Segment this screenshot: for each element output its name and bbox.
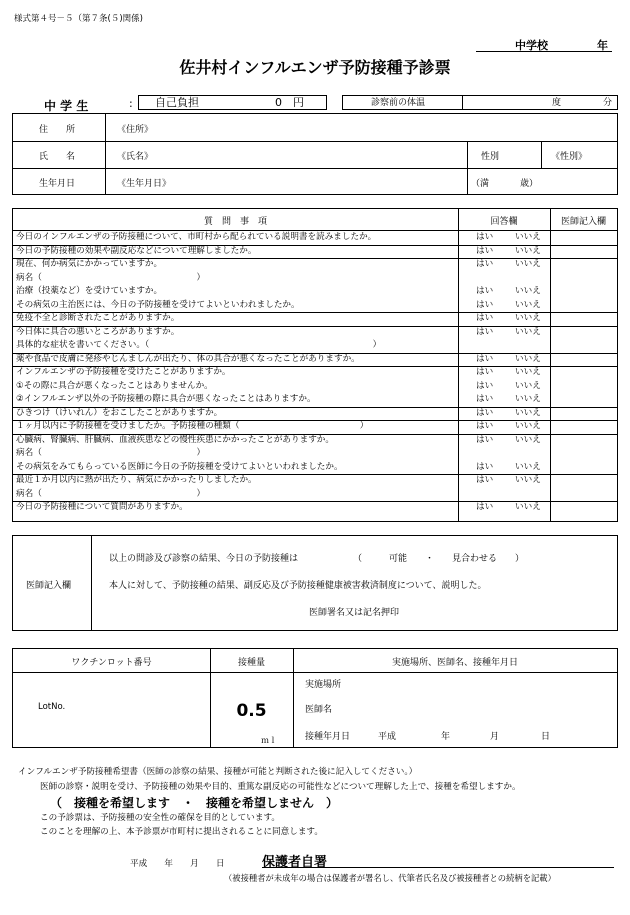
consent-question: 医師の診察・説明を受け、予防接種の効果や目的、重篤な副反応の可能性などについて理解した上で、接種を希望しますか。 (40, 782, 521, 792)
answer-no[interactable]: いいえ (515, 380, 541, 391)
question-text: 治療（投薬など）を受けていますか。 (16, 286, 163, 296)
address-value: 《住所》 (117, 125, 154, 135)
question-text: １ヶ月以内に予防接種を受けましたか。予防接種の種類（ ） (16, 421, 369, 431)
answer-yes[interactable]: はい (476, 353, 494, 364)
answer-yes[interactable]: はい (476, 434, 494, 445)
answer-no[interactable]: いいえ (515, 299, 541, 310)
answer-yes[interactable]: はい (476, 380, 494, 391)
question-text: 心臓病、腎臓病、肝臓病、血液疾患などの慢性疾患にかかったことがありますか。 (16, 434, 334, 445)
personal-info-table (12, 113, 618, 195)
doctor-box (12, 535, 618, 631)
question-text: 今日のインフルエンザの予防接種について、市町村から配られている説明書を読みましたか。 (16, 232, 377, 242)
age-open: （満 (471, 179, 490, 189)
vaccine-table (12, 648, 618, 748)
questions-header: 質 問 事 項 (203, 217, 267, 227)
answer-no[interactable]: いいえ (515, 353, 541, 364)
question-text: 今日の予防接種について質問がありますか。 (16, 502, 188, 512)
question-text: ひきつけ（けいれん）をおこしたことがありますか。 (16, 407, 223, 418)
answer-no[interactable]: いいえ (515, 367, 541, 377)
sex-value: 《性別》 (551, 152, 588, 162)
answer-no[interactable]: いいえ (515, 313, 541, 323)
doctor-note-header: 医師記入欄 (560, 217, 606, 227)
lot-number: LotNo. (38, 702, 66, 712)
answer-yes[interactable]: はい (476, 232, 494, 242)
question-text: 病名（ ） (16, 448, 206, 458)
doctor-box-label: 医師記入欄 (26, 581, 72, 591)
signature-note: （被接種者が未成年の場合は保護者が署名し、代筆者氏名及び被接種者との続柄を記載） (224, 873, 556, 883)
consent-choice[interactable]: （ 接種を希望します ・ 接種を希望しません ） (50, 796, 339, 810)
dose-value: 0.5 (236, 701, 267, 721)
dob-value: 《生年月日》 (117, 179, 172, 189)
answer-yes[interactable]: はい (476, 326, 494, 337)
place-label: 実施場所 (305, 680, 342, 690)
question-text: 最近１か月以内に熱が出たり、病気にかかったりしましたか。 (16, 475, 257, 485)
dob-label: 生年月日 (39, 179, 76, 189)
answer-no[interactable]: いいえ (515, 259, 541, 269)
answer-header: 回答欄 (490, 217, 518, 227)
question-text: 今日体に具合の悪いところがありますか。 (16, 326, 180, 337)
dose-header: 接種量 (237, 658, 265, 668)
question-text: ①その際に具合が悪くなったことはありませんか。 (16, 380, 213, 391)
name-label: 氏 名 (39, 152, 76, 162)
answer-no[interactable]: いいえ (515, 461, 541, 472)
doctor-exam-result: 以上の問診及び診察の結果、今日の予防接種は (109, 554, 299, 564)
question-text: 今日の予防接種の効果や副反応などについて理解しましたか。 (16, 245, 257, 256)
question-text: 具体的な症状を書いてください。（ ） (16, 340, 382, 350)
answer-yes[interactable]: はい (476, 394, 494, 404)
form-number: 様式第４号－５（第７条(５)関係) (14, 14, 143, 24)
answer-yes[interactable]: はい (476, 299, 494, 310)
question-text: 薬や食品で皮膚に発疹やじんましんが出たり、体の具合が悪くなったことがありますか。 (16, 353, 360, 364)
address-label: 住 所 (39, 125, 76, 135)
question-text: その病気の主治医には、今日の予防接種を受けてよいといわれましたか。 (16, 299, 300, 310)
date-year: 年 (441, 732, 451, 742)
doctor-explanation: 本人に対して、予防接種の結果、副反応及び予防接種健康被害救済制度について、説明した。 (109, 581, 487, 591)
date-month: 月 (490, 732, 500, 742)
answer-yes[interactable]: はい (476, 475, 494, 485)
question-text: 現在、何か病気にかかっていますか。 (16, 259, 163, 269)
fee-amount: 0 円 (275, 96, 304, 109)
question-text: ②インフルエンザ以外の予防接種の際に具合が悪くなったことはありますか。 (16, 394, 316, 404)
answer-no[interactable]: いいえ (515, 407, 541, 418)
name-value: 《氏名》 (117, 152, 154, 162)
answer-no[interactable]: いいえ (515, 286, 541, 296)
school-label: 中学校 (515, 39, 548, 52)
answer-no[interactable]: いいえ (515, 434, 541, 445)
signature-line[interactable] (262, 867, 614, 868)
signature-date: 平成 年 月 日 (130, 859, 225, 869)
fee-box (138, 95, 327, 110)
grade-label: 年 (597, 39, 608, 52)
lot-header: ワクチンロット番号 (71, 658, 152, 668)
place-header: 実施場所、医師名、接種年月日 (391, 658, 518, 668)
category-label: 中 学 生 (44, 99, 89, 113)
answer-no[interactable]: いいえ (515, 394, 541, 404)
doctor-exam-options: （ 可能 ・ 見合わせる ） (353, 554, 525, 564)
school-underline (476, 51, 612, 52)
date-label: 接種年月日 (305, 732, 351, 742)
answer-yes[interactable]: はい (476, 461, 494, 472)
age-close: 歳） (520, 179, 539, 189)
question-text: その病気をみてもらっている医師に今日の予防接種を受けてよいといわれましたか。 (16, 461, 343, 472)
answer-yes[interactable]: はい (476, 407, 494, 418)
page-title: 佐井村インフルエンザ予防接種予診票 (179, 58, 451, 77)
answer-no[interactable]: いいえ (515, 245, 541, 256)
answer-yes[interactable]: はい (476, 245, 494, 256)
answer-yes[interactable]: はい (476, 313, 494, 323)
consent-agreement: このことを理解の上、本予診票が市町村に提出されることに同意します。 (40, 827, 323, 837)
date-era: 平成 (378, 732, 397, 742)
answer-no[interactable]: いいえ (515, 475, 541, 485)
answer-no[interactable]: いいえ (515, 502, 541, 512)
answer-yes[interactable]: はい (476, 421, 494, 431)
answer-yes[interactable]: はい (476, 502, 494, 512)
sex-label: 性別 (481, 152, 500, 162)
answer-yes[interactable]: はい (476, 367, 494, 377)
temperature-minute: 分 (603, 98, 613, 108)
answer-yes[interactable]: はい (476, 259, 494, 269)
temperature-box (342, 95, 618, 110)
question-text: インフルエンザの予防接種を受けたことがありますか。 (16, 367, 231, 377)
answer-no[interactable]: いいえ (515, 326, 541, 337)
answer-no[interactable]: いいえ (515, 232, 541, 242)
temperature-degree: 度 (552, 98, 562, 108)
question-text: 免疫不全と診断されたことがありますか。 (16, 313, 180, 323)
consent-title: インフルエンザ予防接種希望書（医師の診察の結果、接種が可能と判断された後に記入してください。） (18, 767, 418, 777)
consent-purpose: この予診票は、予防接種の安全性の確保を目的としています。 (40, 813, 280, 823)
answer-yes[interactable]: はい (476, 286, 494, 296)
guardian-signature-label: 保護者自署 (262, 855, 328, 870)
question-text: 病名（ ） (16, 488, 206, 499)
doctor-name-label: 医師名 (305, 705, 333, 715)
doctor-signature-label: 医師署名又は記名押印 (309, 608, 400, 618)
date-day: 日 (541, 732, 551, 742)
fee-label: 自己負担 (155, 96, 199, 109)
category-colon: : (129, 97, 133, 110)
answer-no[interactable]: いいえ (515, 421, 541, 431)
dose-unit: ｍｌ (261, 736, 277, 745)
temperature-label: 診察前の体温 (371, 98, 426, 108)
question-text: 病名（ ） (16, 272, 206, 283)
